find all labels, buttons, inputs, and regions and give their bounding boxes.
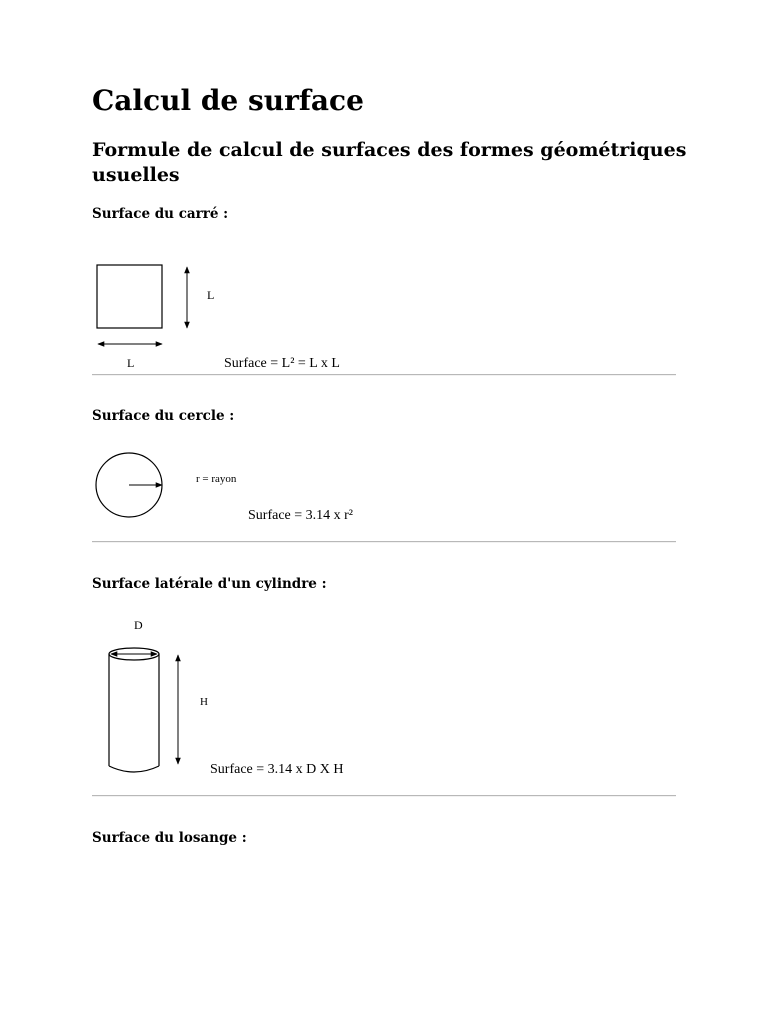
cylinder-bottom xyxy=(109,766,159,772)
square-side-label-vertical: L xyxy=(207,288,215,302)
page-subtitle: Formule de calcul de surfaces des formes géométriques usuelles xyxy=(92,139,687,186)
circle-radius-label: r = rayon xyxy=(196,473,237,485)
section-heading-square: Surface du carré : xyxy=(92,206,229,222)
section-heading-cylinder: Surface latérale d'un cylindre : xyxy=(92,576,327,592)
square-formula: Surface = L² = L x L xyxy=(224,356,340,371)
cylinder-height-label: H xyxy=(200,696,208,708)
section-heading-circle: Surface du cercle : xyxy=(92,408,235,424)
circle-formula: Surface = 3.14 x r² xyxy=(248,508,354,523)
square-side-label-horizontal: L xyxy=(127,356,135,370)
cylinder-diameter-label: D xyxy=(134,618,143,632)
page-title: Calcul de surface xyxy=(92,84,364,117)
section-heading-rhombus: Surface du losange : xyxy=(92,830,247,846)
section-divider xyxy=(92,795,676,797)
cylinder-formula: Surface = 3.14 x D X H xyxy=(210,762,344,777)
